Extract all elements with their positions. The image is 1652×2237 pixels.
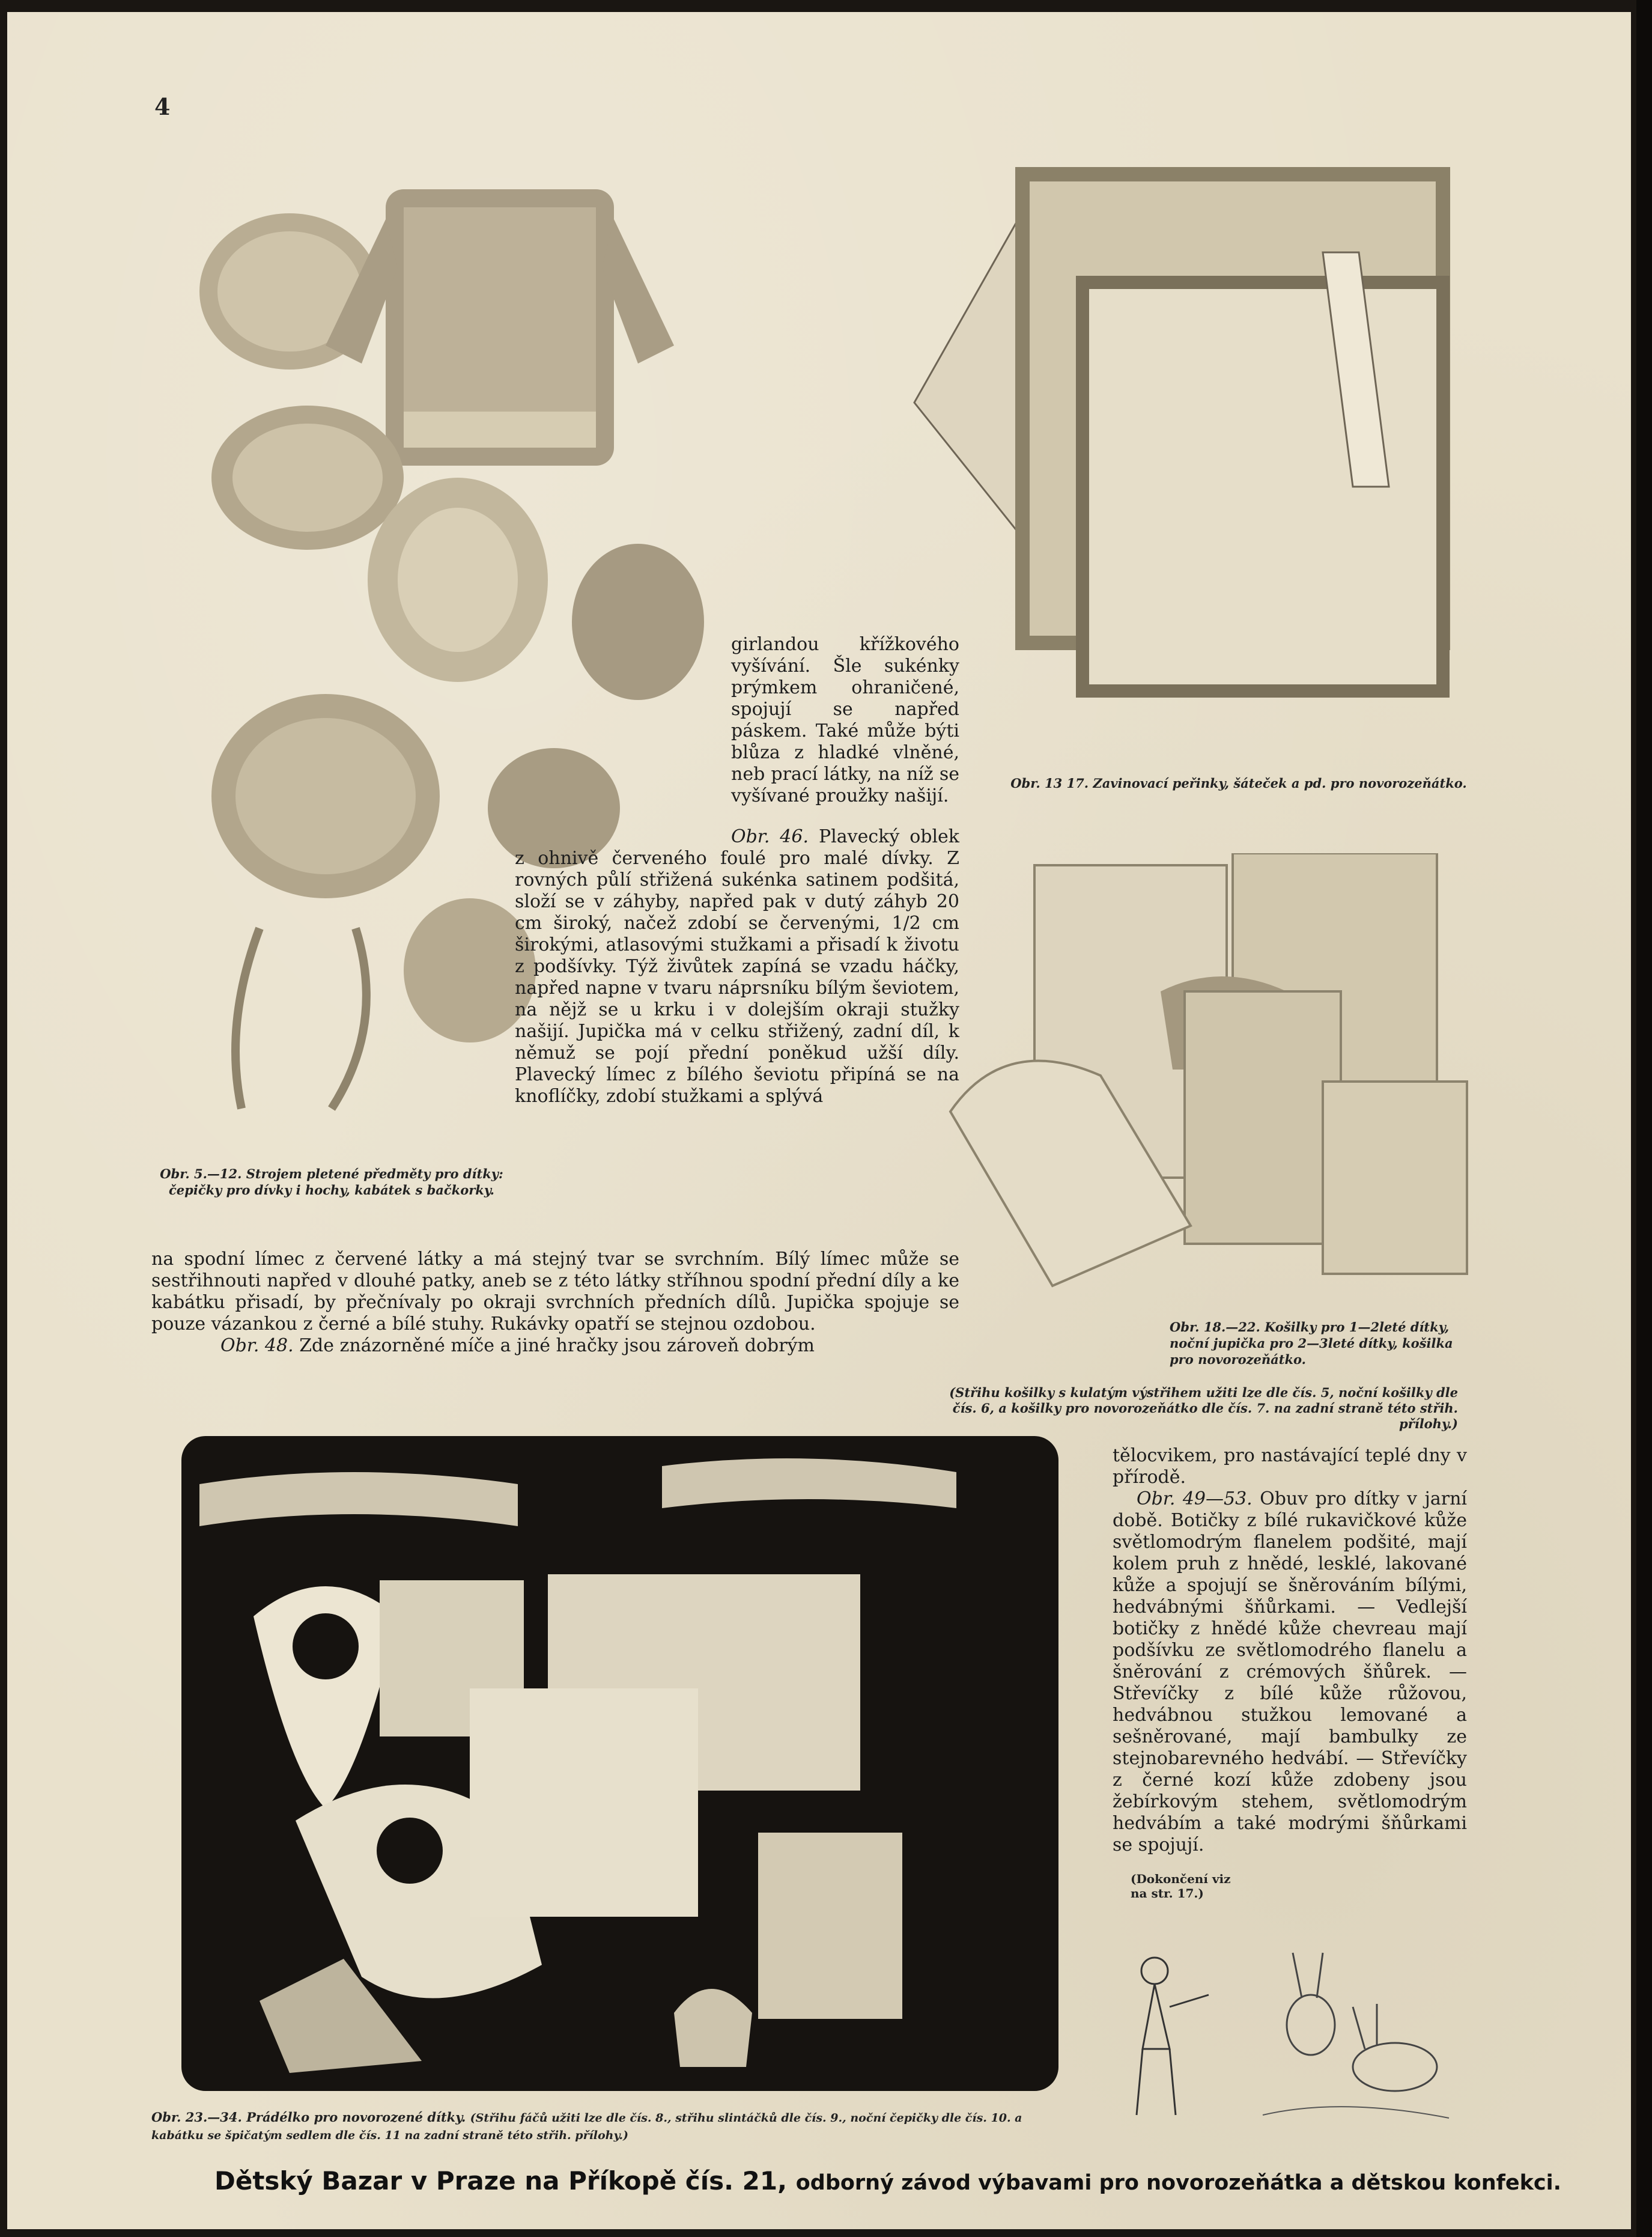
page — [7, 12, 1631, 2229]
caption-fig23-34-label: Obr. 23.—34. — [151, 2110, 242, 2125]
caption-fig23-34-text: Prádélko pro novorozené dítky. — [246, 2110, 466, 2125]
caption-fig13-17-text: Zavinovací peřinky, šáteček a pd. pro novorozeňátko. — [1093, 776, 1467, 791]
caption-fig18-22-note: (Střihu košilky s kulatým výstřihem užiti lze dle čís. 5, noční košilky dle čís. 6, a košilky pro novorozeňátko dle čís. 7. na zadní straně této střih. přílohy.) — [949, 1385, 1458, 1431]
fig48-text: Zde znázorněné míče a jiné hračky jsou zároveň dobrým — [299, 1335, 815, 1356]
footer-shop: Dětský Bazar v Praze na Příkopě čís. 21, — [214, 2166, 788, 2196]
fig49-text: Obuv pro dítky v jarní době. Botičky z bílé rukavičkové kůže světlomodrým flanelem podšité, mají kolem pruh z hnědé, lesklé, lakované kůže a spojují se šněrováním bílými, hedvábnými šňůrkami. — Vedlejší botičky z hnědé kůže chevreau mají podšívku ze světlomodrého flanelu a šněrování z crémových šňůrek. — Střevíčky z bílé kůže růžovou, hedvábnou stužkou lemované a sešněrované, mají bambulky ze stejnobarevného hedvábí. — Střevíčky z černé kozí kůže zdobeny jsou žebírkovým stehem, světlomodrým hedvábím a také modrými šňůrkami se spojují. — [1113, 1488, 1467, 1855]
caption-fig18-22 — [1170, 1319, 1458, 1368]
article-fig46-b: na spodní límec z červené látky a má stejný tvar se svrchním. Bílý límec může se sestřihnouti napřed v dlouhé patky, aneb se z této látky stříhnou spodní přední díly a ke kabátku přisadí, by přečnívaly po okraji svrchních předních dílů. Jupička spojuje se pouze vázankou z černé a bílé stuhy. Rukávky opatří se stejnou ozdobou. — [151, 1249, 959, 1335]
illustration-blankets — [902, 150, 1503, 727]
footer-rest: odborný závod výbavami pro novorozeňátka a dětskou konfekci. — [795, 2171, 1561, 2195]
illustration-clown-rabbits — [1113, 1947, 1461, 2127]
photo-wrapping-blankets — [902, 150, 1503, 727]
article-fig48 — [151, 1335, 959, 1357]
photo-shirts — [932, 853, 1509, 1304]
caption-fig18-22-text: Košilky pro 1—2leté dítky, noční jupička pro 2—3leté dítky, košilka pro novorozeňátko. — [1170, 1319, 1453, 1367]
fig49-label: Obr. 49—53. — [1137, 1488, 1253, 1509]
caption-fig23-34-note: (Střihu fáčů užiti lze dle čís. 8., střihu slintáčků dle čís. 9., noční čepičky dle čís. 10. a kabátku se špičatým sedlem dle čís. 11 na zadní straně této střih. přílohy.) — [151, 2111, 1022, 2142]
clown-rabbits-drawing — [1113, 1947, 1461, 2127]
caption-fig18-22-label: Obr. 18.—22. — [1170, 1319, 1260, 1335]
illustration-linen — [181, 1436, 1058, 2091]
caption-fig13-17 — [1010, 775, 1467, 791]
article-para-top: girlandou křížkového vyšívání. Šle sukénky prýmkem ohraničené, spojují se napřed páskem. Také může býti blůza z hladké vlněné, neb prací látky, na níž se vyšívané proužky našijí. — [731, 634, 959, 806]
article-right-cont: tělocvikem, pro nastávající teplé dny v přírodě. — [1113, 1445, 1467, 1488]
caption-fig5-12 — [151, 1166, 512, 1198]
fig46-text-a: Plavecký oblek z ohnivě červeného foulé pro malé dívky. Z rovných půlí střižená sukénka satinem podšitá, složí se v záhyby, napřed pak v dutý záhyb 20 cm široký, načež zdobí se červenými, 1/2 cm širokými, atlasovými stužkami a přisadí k životu z podšívky. Týž živůtek zapíná se vzadu háčky, napřed napne v tvaru náprsníku bílým ševiotem, na nějž se u krku i v dolejším okraji stužky našijí. Jupička má v celku střižený, zadní díl, k němuž se pojí přední poněkud užší díly. Plavecký límec z bílého ševiotu připíná se na knoflíčky, zdobí stužkami a splývá — [515, 826, 959, 1107]
caption-fig13-17-label: Obr. 13 17. — [1010, 776, 1089, 791]
page-number: 4 — [154, 93, 171, 120]
article-fig46-a — [515, 826, 959, 1107]
caption-fig5-12-text: Strojem pletené předměty pro dítky: čepičky pro dívky i hochy, kabátek s bačkorky. — [169, 1166, 503, 1198]
fig46-label: Obr. 46. — [731, 826, 809, 847]
article-column-fig46 — [515, 826, 959, 1107]
caption-fig23-34 — [151, 2109, 1052, 2144]
scan-edge — [1636, 0, 1652, 2237]
fig48-label: Obr. 48. — [220, 1335, 294, 1356]
continuation-note: (Dokončení viz na str. 17.) — [1131, 1872, 1231, 1901]
article-column-wide — [151, 1249, 959, 1357]
article-column-narrow — [731, 634, 959, 807]
illustration-shirts — [932, 853, 1509, 1304]
article-column-right — [1113, 1445, 1467, 1856]
footer-advertisement — [214, 2166, 1561, 2196]
article-fig49 — [1113, 1488, 1467, 1856]
photo-newborn-linen — [181, 1436, 1058, 2091]
caption-fig5-12-label: Obr. 5.—12. — [160, 1166, 242, 1181]
